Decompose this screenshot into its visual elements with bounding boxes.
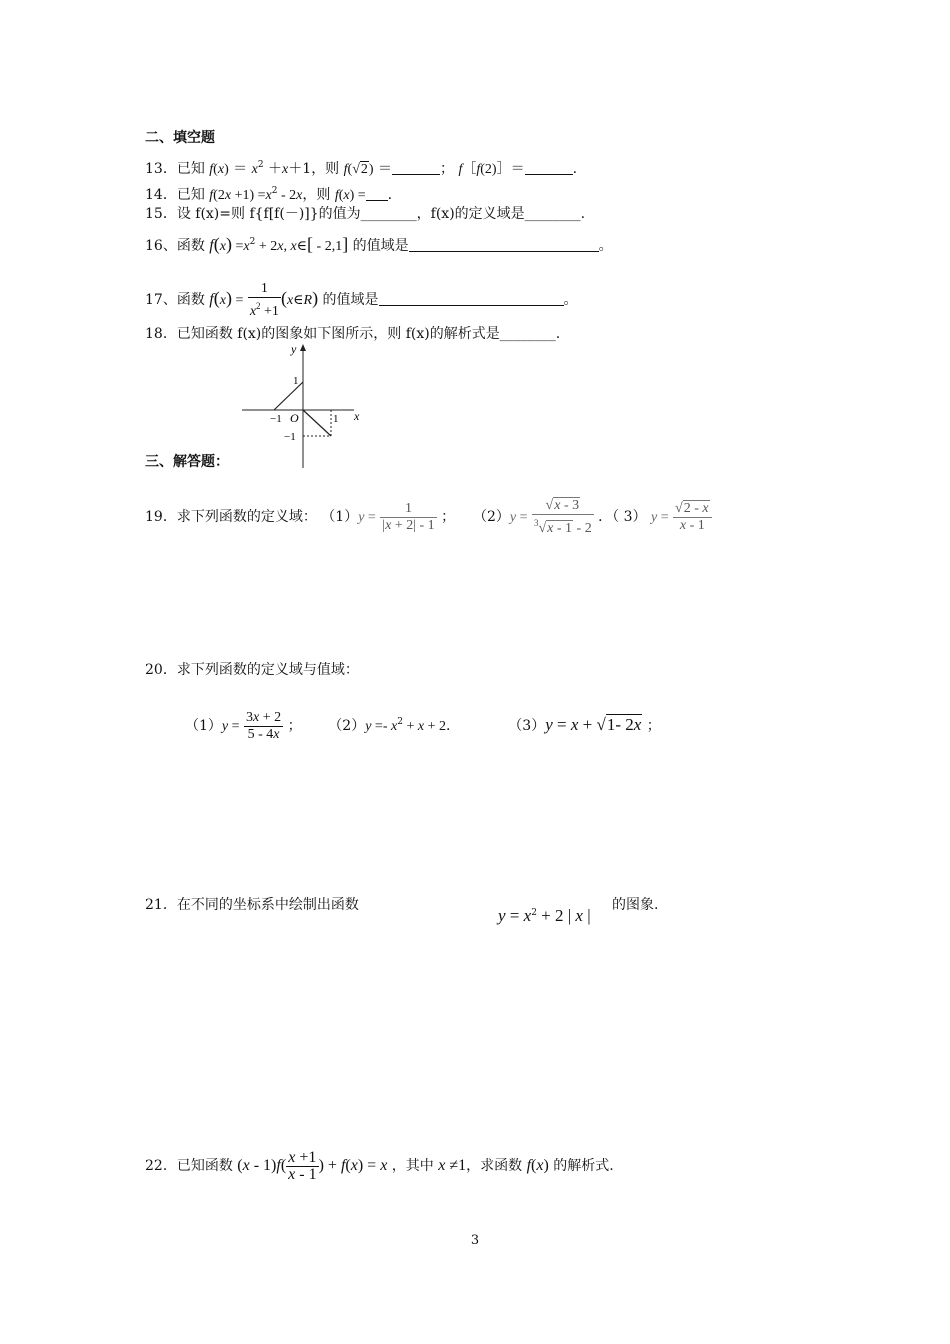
segment-left: [274, 382, 303, 410]
question-21: 21．在不同的坐标系中绘制出函数: [145, 897, 359, 913]
question-14: 14．已知 $f(2x +1) =x^2 - 2x$，则 f(x) = .: [145, 186, 393, 203]
question-22: 22．已知函数 (x - 1)f( $\frac{x +1}{x - 1}$ ) + f(x) = x ，其中 x ≠1，求函数 f(x) 的解析式.: [145, 1148, 614, 1183]
section-heading-fill-in: 二、填空题: [145, 130, 215, 146]
fraction-17: $\frac{1}{x^2 +1}$: [249, 280, 279, 319]
y-axis-arrow: [300, 344, 306, 351]
section-heading-answers: 三、解答题：: [145, 454, 229, 470]
fraction-20-1: $\frac{3x + 2}{5 - 4x}$: [246, 709, 282, 742]
function-graph: [236, 338, 372, 472]
tick-label-x-neg1: −1: [270, 413, 282, 425]
question-21-end: 的图象.: [612, 897, 659, 913]
segment-right: [303, 410, 331, 436]
question-17: 17、函数 f(x) = $\frac{1}{x^2 +1}$ (x∈R) 的值域是 。: [145, 280, 578, 319]
question-13: 13．已知 $f(x) = x^2 +x+1$，则 f(√2) ＝ ； f［f(2)］＝ .: [145, 160, 578, 177]
fraction-19-2: $\frac{√x - 3}{^3√x - 1 - 2}$: [533, 497, 592, 536]
question-20-parts: （1）y = $\frac{3x + 2}{5 - 4x}$ ； $(2)y =- x^2 + x + 2$. （3）y = x + √1- 2x ；: [185, 709, 661, 742]
x-axis-label: x: [354, 409, 360, 423]
fraction-22: $\frac{x +1}{x - 1}$: [288, 1148, 317, 1183]
tick-label-x-1: 1: [333, 413, 339, 425]
question-20: 20．求下列函数的定义域与值域：: [145, 662, 359, 678]
question-18: 18．已知函数 f(x)的图象如下图所示，则 f(x)的解析式是________.: [145, 326, 561, 342]
question-21-formula: $y = x^2 + 2$ | x |: [498, 906, 591, 925]
tick-label-y-1: 1: [293, 375, 299, 387]
y-axis-label: y: [291, 342, 297, 356]
fraction-19-3: $\frac{√2 - x}{x - 1}$: [673, 501, 712, 534]
question-19: 19．求下列函数的定义域： （1）y = $\frac{1}{|x + 2| - 1}$ ； （2）y = $\frac{√x - 3}{^3√x - 1 - 2}$ ．（ 3） y = $\frac{√2 - x}{x - 1}$: [145, 495, 712, 540]
origin-label: O: [290, 411, 299, 425]
question-15: 15．设 f(x)=则 f{f[f(－)]}的值为________，f(x)的定义域是________.: [145, 206, 586, 222]
tick-label-y-neg1: −1: [284, 431, 296, 443]
fraction-19-1: $\frac{1}{|x + 2| - 1}$: [382, 500, 435, 533]
question-16: 16、函数 $f(x) =x^2 + 2x$, x∈[ - 2,1] 的值域是 。: [145, 234, 613, 254]
page-number: 3: [470, 1233, 480, 1248]
